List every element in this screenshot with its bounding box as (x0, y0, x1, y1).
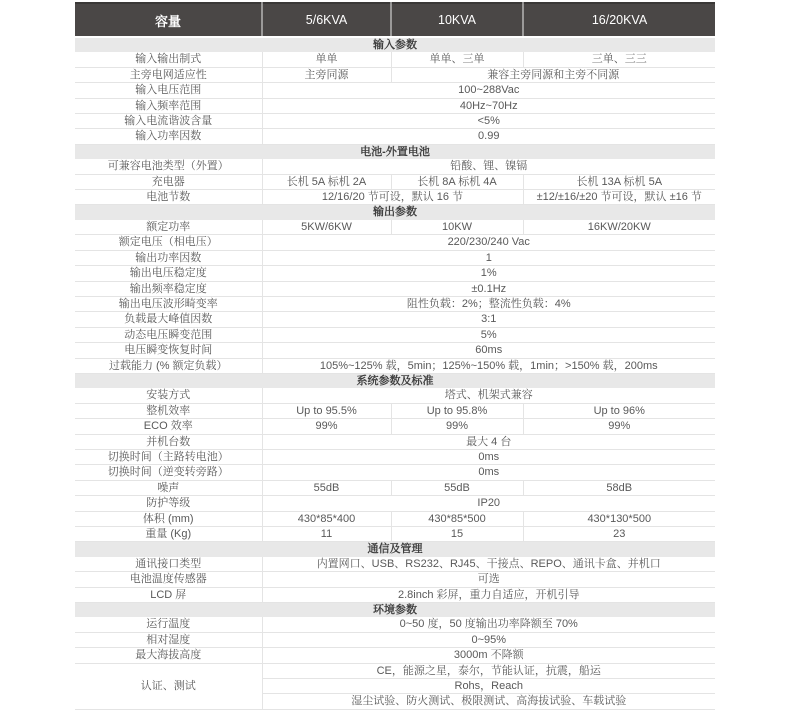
row-label: 电池节数 (75, 190, 262, 205)
spec-value: Up to 95.8% (391, 403, 523, 418)
section-label: 输入参数 (75, 37, 715, 52)
spec-value: 16KW/20KW (523, 220, 715, 235)
spec-row (75, 496, 715, 511)
spec-value: Up to 96% (523, 403, 715, 418)
row-label: LCD 屏 (75, 587, 262, 602)
row-label: 可兼容电池类型（外置） (75, 159, 262, 174)
spec-row (75, 480, 715, 495)
spec-row (75, 511, 715, 526)
row-label: 输入频率范围 (75, 98, 262, 113)
spec-value: 0~50 度，50 度输出功率降额至 70% (262, 617, 715, 632)
spec-row (75, 648, 715, 663)
spec-value: 3000m 不降额 (262, 648, 715, 663)
section-label: 系统参数及标准 (75, 373, 715, 388)
spec-value: 100~288Vac (262, 83, 715, 98)
spec-value: 55dB (262, 480, 391, 495)
row-label: 运行温度 (75, 617, 262, 632)
row-label: 额定功率 (75, 220, 262, 235)
spec-value: Rohs，Reach (262, 679, 715, 694)
section-row (75, 373, 715, 388)
section-row (75, 144, 715, 159)
spec-value: 可选 (262, 572, 715, 587)
spec-value: 430*85*500 (391, 511, 523, 526)
header-cell-16-20kva: 16/20KVA (523, 3, 715, 37)
spec-value: 1% (262, 266, 715, 281)
row-label: 通讯接口类型 (75, 557, 262, 572)
spec-value: 0~95% (262, 632, 715, 647)
spec-row (75, 388, 715, 403)
spec-value: 主旁同源 (262, 67, 391, 82)
spec-value: 内置网口、USB、RS232、RJ45、干接点、REPO、通讯卡盒、并机口 (262, 557, 715, 572)
spec-value: IP20 (262, 496, 715, 511)
spec-value: <5% (262, 114, 715, 129)
row-label: 安装方式 (75, 388, 262, 403)
section-label: 环境参数 (75, 603, 715, 618)
spec-value: 2.8inch 彩屏，重力自适应，开机引导 (262, 587, 715, 602)
spec-row (75, 129, 715, 144)
spec-value: 塔式、机架式兼容 (262, 388, 715, 403)
spec-value: 铅酸、锂、镍镉 (262, 159, 715, 174)
spec-row (75, 296, 715, 311)
spec-row (75, 52, 715, 67)
section-row (75, 542, 715, 557)
spec-row (75, 83, 715, 98)
spec-row (75, 174, 715, 189)
spec-row (75, 557, 715, 572)
spec-value: 40Hz~70Hz (262, 98, 715, 113)
row-label: 切换时间（主路转电池） (75, 449, 262, 464)
spec-value: 5KW/6KW (262, 220, 391, 235)
spec-table (75, 2, 715, 710)
section-label: 电池-外置电池 (75, 144, 715, 159)
row-label: 输出功率因数 (75, 250, 262, 265)
row-label: 噪声 (75, 480, 262, 495)
spec-value: 湿尘试验、防火测试、极限测试、高海拔试验、车载试验 (262, 694, 715, 709)
spec-value: 长机 8A 标机 4A (391, 174, 523, 189)
spec-value: 兼容主旁同源和主旁不同源 (391, 67, 715, 82)
spec-row (75, 419, 715, 434)
spec-value: 三单、三三 (523, 52, 715, 67)
row-label: 输入输出制式 (75, 52, 262, 67)
spec-row (75, 663, 715, 678)
section-label: 通信及管理 (75, 542, 715, 557)
row-label: 输入功率因数 (75, 129, 262, 144)
spec-row (75, 98, 715, 113)
spec-row (75, 632, 715, 647)
row-label: ECO 效率 (75, 419, 262, 434)
spec-row (75, 527, 715, 542)
table-header (75, 3, 715, 37)
spec-row (75, 343, 715, 358)
spec-row (75, 403, 715, 418)
header-cell-capacity: 容量 (75, 3, 262, 37)
row-label: 防护等级 (75, 496, 262, 511)
row-label: 负载最大峰值因数 (75, 312, 262, 327)
spec-row (75, 281, 715, 296)
spec-row (75, 190, 715, 205)
spec-value: 430*85*400 (262, 511, 391, 526)
row-label: 切换时间（逆变转旁路） (75, 465, 262, 480)
row-label: 相对湿度 (75, 632, 262, 647)
row-label: 过载能力 (% 额定负载） (75, 358, 262, 373)
row-label: 并机台数 (75, 434, 262, 449)
row-label: 额定电压（相电压） (75, 235, 262, 250)
header-cell-10kva: 10KVA (391, 3, 523, 37)
header-cell-5-6kva: 5/6KVA (262, 3, 391, 37)
row-label: 输出频率稳定度 (75, 281, 262, 296)
header-row (75, 3, 715, 37)
section-row (75, 603, 715, 618)
spec-value: 长机 13A 标机 5A (523, 174, 715, 189)
row-label: 整机效率 (75, 403, 262, 418)
section-row (75, 37, 715, 52)
spec-value: 3:1 (262, 312, 715, 327)
spec-value: 99% (262, 419, 391, 434)
spec-value: 105%~125% 载，5min；125%~150% 载，1min；>150% 载，200ms (262, 358, 715, 373)
spec-value: 0ms (262, 449, 715, 464)
section-label: 输出参数 (75, 205, 715, 220)
spec-value: 23 (523, 527, 715, 542)
spec-value: CE，能源之星，泰尔，节能认证，抗震，船运 (262, 663, 715, 678)
spec-row (75, 235, 715, 250)
spec-value: 单单 (262, 52, 391, 67)
row-label: 充电器 (75, 174, 262, 189)
spec-value: 99% (391, 419, 523, 434)
spec-value: 1 (262, 250, 715, 265)
row-label: 电压瞬变恢复时间 (75, 343, 262, 358)
spec-row (75, 159, 715, 174)
row-label: 电池温度传感器 (75, 572, 262, 587)
spec-row (75, 114, 715, 129)
table-body (75, 37, 715, 709)
row-label: 体积 (mm) (75, 511, 262, 526)
spec-row (75, 587, 715, 602)
spec-row (75, 67, 715, 82)
spec-row (75, 266, 715, 281)
row-label: 输出电压稳定度 (75, 266, 262, 281)
spec-value: 0.99 (262, 129, 715, 144)
row-label: 最大海拔高度 (75, 648, 262, 663)
spec-row (75, 617, 715, 632)
spec-value: ±0.1Hz (262, 281, 715, 296)
spec-row (75, 358, 715, 373)
spec-value: 最大 4 台 (262, 434, 715, 449)
spec-value: 5% (262, 327, 715, 342)
spec-value: 单单、三单 (391, 52, 523, 67)
spec-row (75, 312, 715, 327)
spec-row (75, 572, 715, 587)
spec-value: 55dB (391, 480, 523, 495)
row-label: 输入电压范围 (75, 83, 262, 98)
spec-value: 0ms (262, 465, 715, 480)
row-label: 认证、测试 (75, 663, 262, 709)
row-label: 输出电压波形畸变率 (75, 296, 262, 311)
spec-value: 10KW (391, 220, 523, 235)
spec-value: 60ms (262, 343, 715, 358)
spec-sheet (75, 2, 715, 710)
row-label: 主旁电网适应性 (75, 67, 262, 82)
row-label: 输入电流谐波含量 (75, 114, 262, 129)
spec-value: 430*130*500 (523, 511, 715, 526)
spec-value: 99% (523, 419, 715, 434)
spec-value: 58dB (523, 480, 715, 495)
spec-value: 长机 5A 标机 2A (262, 174, 391, 189)
spec-row (75, 250, 715, 265)
spec-row (75, 449, 715, 464)
spec-value: 15 (391, 527, 523, 542)
spec-row (75, 465, 715, 480)
spec-value: 11 (262, 527, 391, 542)
row-label: 动态电压瞬变范围 (75, 327, 262, 342)
spec-row (75, 220, 715, 235)
spec-value: 12/16/20 节可设，默认 16 节 (262, 190, 523, 205)
spec-value: 阻性负载：2%；整流性负载：4% (262, 296, 715, 311)
section-row (75, 205, 715, 220)
spec-value: ±12/±16/±20 节可设，默认 ±16 节 (523, 190, 715, 205)
spec-row (75, 434, 715, 449)
spec-row (75, 327, 715, 342)
spec-value: 220/230/240 Vac (262, 235, 715, 250)
row-label: 重量 (Kg) (75, 527, 262, 542)
spec-value: Up to 95.5% (262, 403, 391, 418)
